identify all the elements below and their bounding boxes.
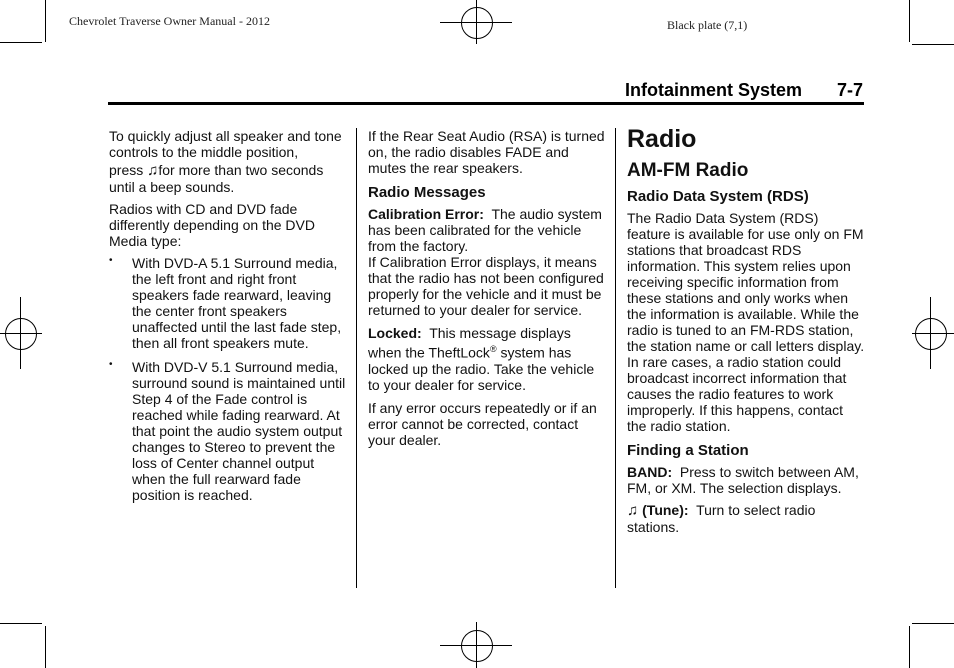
- page-number: 7-7: [837, 80, 864, 100]
- dvd-fade-list: [109, 255, 349, 503]
- crop-mark-bl-h: [0, 623, 42, 624]
- bullet-icon: •: [109, 255, 113, 266]
- locked-label: Locked:: [368, 325, 422, 341]
- radio-heading: Radio: [627, 125, 697, 153]
- column-2: [368, 128, 608, 454]
- music-note-icon: ♫: [147, 162, 159, 179]
- radio-messages-heading: Radio Messages: [368, 184, 486, 201]
- header-rule: [108, 102, 864, 105]
- list-item: • With DVD-A 5.1 Surround media, the left front and right front speakers fade rearward, leaving the center front speakers unaffected until the last fade step, then all front speakers mute.: [109, 255, 342, 351]
- am-fm-radio-heading: AM-FM Radio: [627, 160, 749, 181]
- fade-intro-text: Radios with CD and DVD fade differently depending on the DVD Media type:: [109, 201, 315, 249]
- music-note-icon: ♫: [627, 502, 639, 519]
- bullet-icon: •: [109, 359, 113, 370]
- press-tune-text: press ♫for more than two seconds until a beep sounds.: [109, 162, 324, 195]
- section-title: Infotainment System: [625, 80, 803, 100]
- list-item: • With DVD-V 5.1 Surround media, surround sound is maintained until Step 4 of the Fade control is reached while fading rearward. At that point the audio system output changes to Stereo to prevent the loss of Center channel output when the full rearward fade position is reached.: [109, 359, 346, 503]
- crop-mark-br-h: [912, 623, 954, 624]
- crop-mark-tr-h: [912, 44, 954, 45]
- crop-mark-tl-h: [0, 42, 42, 43]
- speaker-adjust-text: To quickly adjust all speaker and tone controls to the middle position,: [109, 128, 342, 160]
- manual-title: Chevrolet Traverse Owner Manual - 2012: [69, 14, 270, 28]
- calibration-error-label: Calibration Error:: [368, 206, 484, 222]
- rds-heading: Radio Data System (RDS): [627, 188, 809, 205]
- band-text: BAND: Press to switch between AM, FM, or XM. The selection displays.: [627, 464, 859, 496]
- error-contact-text: If any error occurs repeatedly or if an error cannot be corrected, contact your dealer.: [368, 399, 597, 448]
- column-divider-1: [356, 128, 357, 588]
- column-1: [109, 128, 349, 511]
- calibration-error-text: Calibration Error: The audio system has been calibrated for the vehicle from the factory.: [368, 206, 602, 254]
- crop-mark-tl-v: [45, 0, 46, 42]
- crop-mark-tr-v: [909, 0, 910, 42]
- tune-label: (Tune):: [642, 502, 689, 518]
- column-3: [627, 124, 865, 541]
- plate-label: Black plate (7,1): [667, 18, 748, 32]
- rsa-text: If the Rear Seat Audio (RSA) is turned on, the radio disables FADE and mutes the rear speakers.: [368, 128, 605, 176]
- rds-text: The Radio Data System (RDS) feature is available for use only on FM stations that broadcast RDS information. This system relies upon receiving specific information from these stations and only works when the information is available. While the radio is tuned to an FM-RDS station, the station name or call letters display. In rare cases, a radio station could broadcast incorrect information that causes the radio features to work improperly. If this happens, contact the radio station.: [627, 210, 865, 434]
- band-label: BAND:: [627, 464, 673, 480]
- column-divider-2: [615, 128, 616, 588]
- crop-mark-br-v: [909, 626, 910, 668]
- registered-mark: ®: [489, 344, 497, 354]
- crop-mark-bl-v: [45, 626, 46, 668]
- locked-text: Locked: This message displays when the TheftLock® system has locked up the radio. Take the vehicle to your dealer for service.: [368, 325, 595, 393]
- finding-station-heading: Finding a Station: [627, 442, 749, 459]
- tune-text: ♫ (Tune): Turn to select radio stations.: [627, 502, 816, 535]
- calibration-error-detail: If Calibration Error displays, it means that the radio has not been configured properly for the vehicle and it must be returned to your dealer for service.: [368, 254, 604, 318]
